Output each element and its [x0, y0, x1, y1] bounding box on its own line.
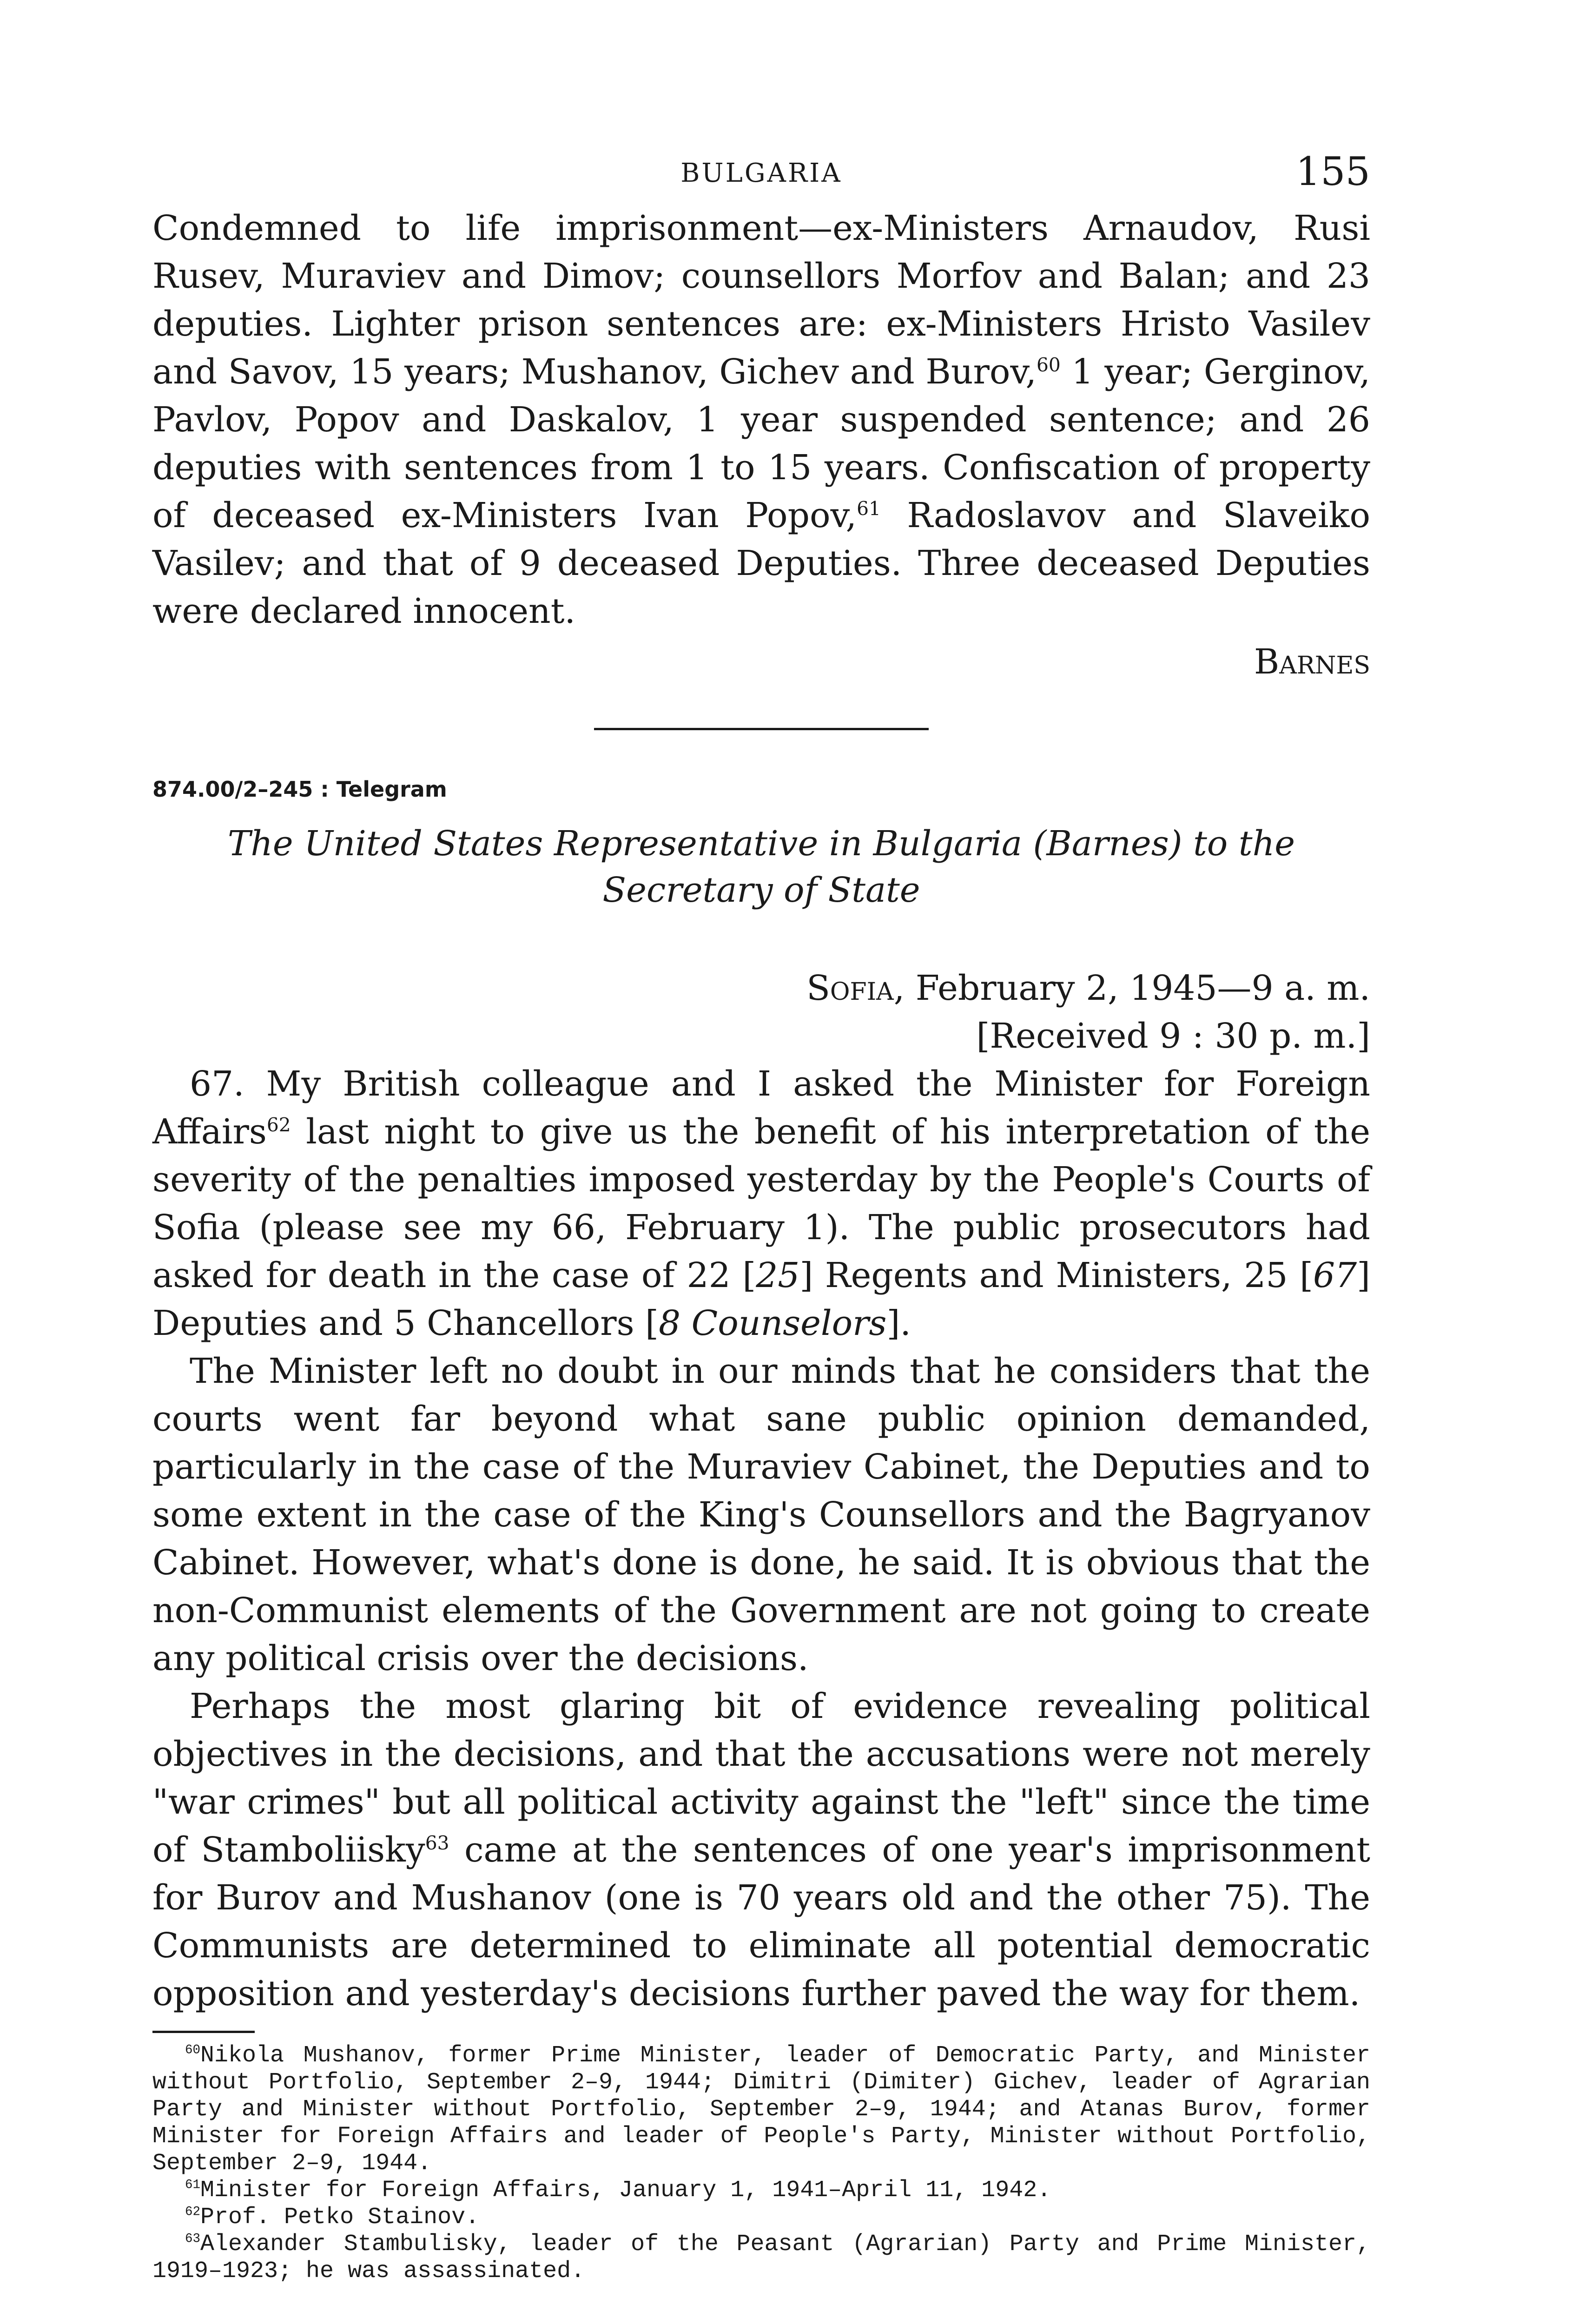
running-head	[152, 149, 1370, 205]
text-run: Radoslavov and Slaveiko Vasilev; and that of 9 deceased Deputies. Three deceased Deputies were declared innocent.	[152, 495, 1370, 631]
correction: 8 Counselors	[659, 1303, 887, 1343]
footnote-text: Prof. Petko Stainov.	[200, 2204, 480, 2231]
dateline-date: February 2, 1945—9 a. m.	[905, 968, 1370, 1008]
document-title	[194, 820, 1328, 913]
text-run: ] Regents and Ministers, 25 [	[799, 1255, 1313, 1295]
paragraph-2: The Minister left no doubt in our minds that he considers that the courts went far beyond what sane public opinion demanded, particularly in the case of the Muraviev Cabinet, the Deputies and to some extent in the case of the King's Counsellors and the Bagryanov Cabinet. However, what's done is done, he said. It is obvious that the non-Communist elements of the Government are not going to create any political crisis over the decisions.	[152, 1351, 1370, 1678]
footnote-60	[152, 2042, 1370, 2177]
dateline	[152, 964, 1370, 1060]
paragraph-3	[152, 1683, 1370, 2018]
text-run: Condemned to life imprisonment—ex-Ministers Arnaudov, Rusi Rusev, Muraviev and Dimov; counsellors Morfov and Balan; and 23 deputies. Lighter prison sentences are: ex-Ministers Hristo Vasilev and Savov, 15 years; Mushanov, Gichev and Burov,	[152, 208, 1370, 392]
telegram-body	[152, 1060, 1370, 2018]
document-title-line-2: Secretary of State	[602, 870, 920, 910]
footnote-number: 60	[185, 2043, 201, 2058]
page-number: 155	[1295, 149, 1370, 194]
footnote-ref-61[interactable]: 61	[857, 497, 881, 520]
continued-report	[152, 205, 1370, 686]
footnote-number: 63	[185, 2232, 201, 2246]
footnotes	[152, 2042, 1370, 2285]
running-head-title: BULGARIA	[680, 158, 842, 188]
correction: 67	[1313, 1255, 1357, 1295]
continued-paragraph	[152, 205, 1370, 635]
footnote-62	[152, 2204, 1370, 2231]
footnote-ref-63[interactable]: 63	[425, 1832, 449, 1855]
footnote-text: Minister for Foreign Affairs, January 1, 1941–April 11, 1942.	[200, 2177, 1051, 2204]
signature: Barnes	[1254, 642, 1370, 682]
footnote-63	[152, 2231, 1370, 2285]
footnote-divider	[152, 2031, 255, 2033]
footnote-ref-62[interactable]: 62	[266, 1114, 291, 1136]
footnote-61	[152, 2177, 1370, 2204]
document-title-line-1: The United States Representative in Bulgaria (Barnes) to the	[227, 824, 1295, 864]
text-run: 67. My British colleague and I asked the Minister for Foreign Affairs	[152, 1064, 1370, 1152]
page	[152, 149, 1370, 2285]
text-run: ].	[886, 1303, 911, 1343]
text-run: ] Deputies and 5 Chancellors [	[152, 1255, 1370, 1343]
file-number: 874.00/2–245 : Telegram	[152, 777, 447, 802]
text-run: Perhaps the most glaring bit of evidence revealing political objectives in the decisions, and that the accusations were not merely "war crimes" but all political activity against the "left" since the time of Stamboliisky	[152, 1686, 1370, 1870]
paragraph-1	[152, 1060, 1370, 1347]
dateline-place: Sofia,	[806, 968, 905, 1008]
footnote-number: 61	[185, 2178, 201, 2192]
footnote-ref-60[interactable]: 60	[1036, 354, 1061, 376]
text-run: came at the sentences of one year's imprisonment for Burov and Mushanov (one is 70 years old and the other 75). The Communists are determined to eliminate all potential democratic opposition and yesterday's decisions further paved the way for them.	[152, 1830, 1370, 2014]
text-run: last night to give us the benefit of his interpretation of the severity of the penalties imposed yesterday by the People's Courts of Sofia (please see my 66, February 1). The public prosecutors had asked for death in the case of 22 [	[152, 1112, 1370, 1295]
footnote-text: Alexander Stambulisky, leader of the Peasant (Agrarian) Party and Prime Minister, 1919–1923; he was assassinated.	[152, 2231, 1370, 2284]
footnote-text: Nikola Mushanov, former Prime Minister, leader of Democratic Party, and Minister without Portfolio, September 2–9, 1944; Dimitri (Dimiter) Gichev, leader of Agrarian Party and Minister without Portfolio, September 2–9, 1944; and Atanas Burov, former Minister for Foreign Affairs and leader of People's Party, Minister without Portfolio, September 2–9, 1944.	[152, 2042, 1370, 2177]
received-note: [Received 9 : 30 p. m.]	[976, 1016, 1370, 1056]
footnote-number: 62	[185, 2205, 201, 2219]
correction: 25	[756, 1255, 800, 1295]
text-run: 1 year; Gerginov, Pavlov, Popov and Daskalov, 1 year suspended sentence; and 26 deputies with sentences from 1 to 15 years. Confiscation of property of deceased ex-Ministers Ivan Popov,	[152, 352, 1370, 535]
section-divider	[594, 728, 929, 730]
